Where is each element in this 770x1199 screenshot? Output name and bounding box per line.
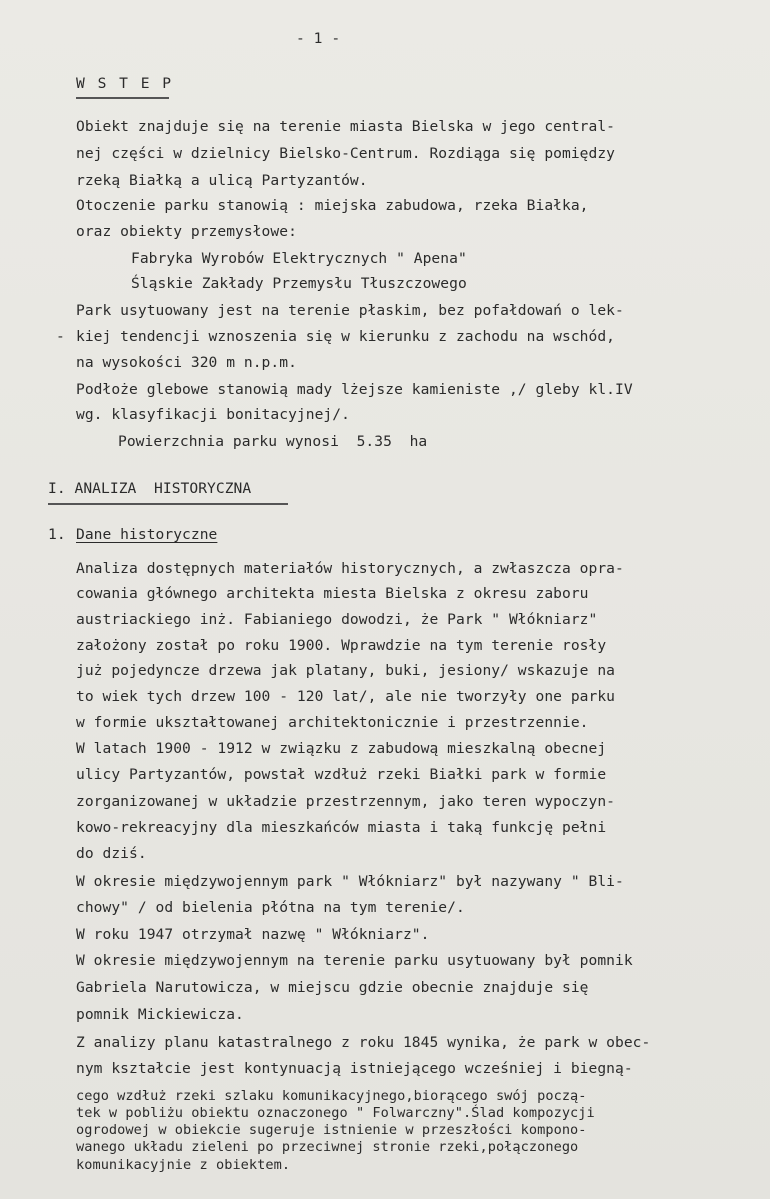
margin-mark: - [56, 328, 65, 345]
intro-line: Fabryka Wyrobów Elektrycznych " Apena" [131, 250, 467, 267]
intro-line: rzeką Białką a ulicą Partyzantów. [76, 172, 368, 189]
body-line: Gabriela Narutowicza, w miejscu gdzie obecnie znajduje się [76, 979, 589, 996]
body-line: austriackiego inż. Fabianiego dowodzi, że Park " Włókniarz" [76, 611, 598, 628]
subsection-number: 1. [48, 526, 66, 543]
intro-heading-underline [76, 97, 169, 100]
section-heading: I. ANALIZA HISTORYCZNA [48, 480, 252, 497]
intro-line: oraz obiekty przemysłowe: [76, 223, 297, 240]
body-line: tek w pobliżu obiektu oznaczonego " Folwarczny".Ślad kompozycji [76, 1105, 595, 1121]
body-line: zorganizowanej w układzie przestrzennym, jako teren wypoczyn- [76, 793, 616, 810]
body-line: W okresie międzywojennym park " Włókniarz" był nazywany " Bli- [76, 873, 624, 890]
intro-heading: W S T E P [76, 75, 174, 92]
intro-line: Obiekt znajduje się na terenie miasta Bielska w jego central- [76, 118, 616, 135]
body-line: W okresie międzywojennym na terenie parku usytuowany był pomnik [76, 952, 633, 969]
intro-line: na wysokości 320 m n.p.m. [76, 354, 297, 371]
body-line: Analiza dostępnych materiałów historycznych, a zwłaszcza opra- [76, 560, 624, 577]
subsection-title: Dane historyczne [76, 526, 218, 543]
body-line: założony został po roku 1900. Wprawdzie na tym terenie rosły [76, 637, 607, 654]
section-heading-underline [48, 503, 288, 506]
body-line: to wiek tych drzew 100 - 120 lat/, ale nie tworzyły one parku [76, 688, 616, 705]
body-line: chowy" / od bielenia płótna na tym terenie/. [76, 899, 465, 916]
body-line: ogrodowej w obiekcie sugeruje istnienie w przeszłości kompono- [76, 1122, 587, 1138]
body-line: cego wzdłuż rzeki szlaku komunikacyjnego,biorącego swój począ- [76, 1088, 587, 1104]
body-line: kowo-rekreacyjny dla mieszkańców miasta i taką funkcję pełni [76, 819, 607, 836]
body-line: pomnik Mickiewicza. [76, 1006, 244, 1023]
intro-line: Park usytuowany jest na terenie płaskim, bez pofałdowań o lek- [76, 302, 624, 319]
intro-line: kiej tendencji wznoszenia się w kierunku z zachodu na wschód, [76, 328, 616, 345]
intro-line: Otoczenie parku stanowią : miejska zabudowa, rzeka Białka, [76, 197, 589, 214]
body-line: nym kształcie jest kontynuacją istniejącego wcześniej i biegną- [76, 1060, 633, 1077]
intro-line: wg. klasyfikacji bonitacyjnej/. [76, 406, 350, 423]
intro-line: Powierzchnia parku wynosi 5.35 ha [118, 433, 428, 450]
page-number: - 1 - [296, 30, 341, 47]
body-line: komunikacyjnie z obiektem. [76, 1157, 291, 1173]
intro-line: Podłoże glebowe stanowią mady lżejsze kamieniste ,/ gleby kl.IV [76, 381, 633, 398]
body-line: W roku 1947 otrzymał nazwę " Włókniarz". [76, 926, 430, 943]
body-line: ulicy Partyzantów, powstał wzdłuż rzeki Białki park w formie [76, 766, 607, 783]
body-line: cowania głównego architekta miesta Bielska z okresu zaboru [76, 585, 589, 602]
body-line: wanego układu zieleni po przeciwnej stronie rzeki,połączonego [76, 1139, 579, 1155]
body-line: do dziś. [76, 845, 147, 862]
intro-line: Śląskie Zakłady Przemysłu Tłuszczowego [131, 275, 467, 292]
body-line: już pojedyncze drzewa jak platany, buki, jesiony/ wskazuje na [76, 662, 616, 679]
body-line: Z analizy planu katastralnego z roku 1845 wynika, że park w obec- [76, 1034, 651, 1051]
intro-line: nej części w dzielnicy Bielsko-Centrum. Rozdiąga się pomiędzy [76, 145, 616, 162]
body-line: W latach 1900 - 1912 w związku z zabudową mieszkalną obecnej [76, 740, 607, 757]
body-line: w formie ukształtowanej architektonicznie i przestrzennie. [76, 714, 589, 731]
